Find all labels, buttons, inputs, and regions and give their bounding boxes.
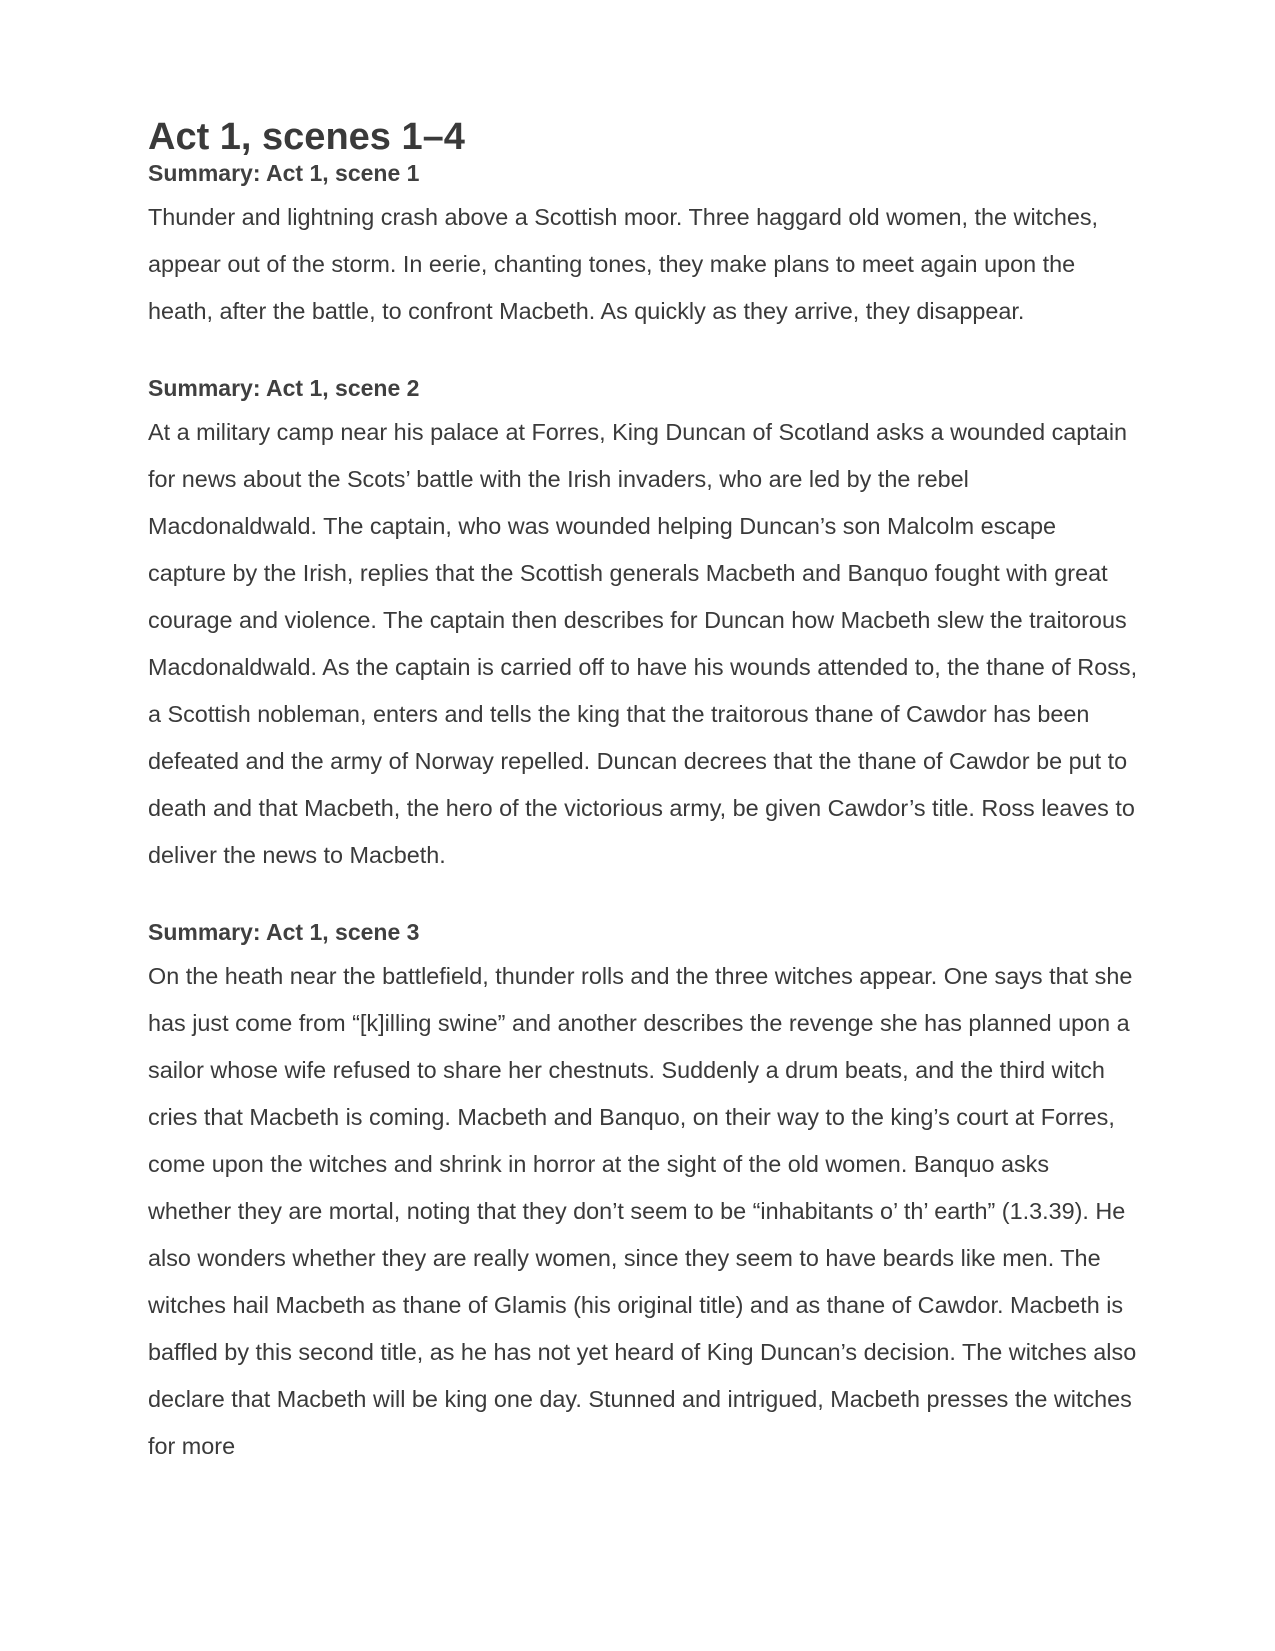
section-heading-scene-3: Summary: Act 1, scene 3 bbox=[148, 919, 420, 945]
section-text-scene-2: At a military camp near his palace at Forres, King Duncan of Scotland asks a wounded captain for news about the Scots’ battle with the Irish invaders, who are led by the rebel Macdonaldwald. The captain, who was wounded helping Duncan’s son Malcolm escape capture by the Irish, replies that the Scottish generals Macbeth and Banquo fought with great courage and violence. The captain then describes for Duncan how Macbeth slew the traitorous Macdonaldwald. As the captain is carried off to have his wounds attended to, the thane of Ross, a Scottish nobleman, enters and tells the king that the traitorous thane of Cawdor has been defeated and the army of Norway repelled. Duncan decrees that the thane of Cawdor be put to death and that Macbeth, the hero of the victorious army, be given Cawdor’s title. Ross leaves to deliver the news to Macbeth. bbox=[148, 419, 1138, 868]
section-text-scene-1: Thunder and lightning crash above a Scottish moor. Three haggard old women, the witches, appear out of the storm. In eerie, chanting tones, they make plans to meet again upon the heath, after the battle, to confront Macbeth. As quickly as they arrive, they disappear. bbox=[148, 204, 1099, 324]
document-content bbox=[148, 116, 1138, 1470]
section-heading-scene-1: Summary: Act 1, scene 1 bbox=[148, 160, 420, 186]
section-text-scene-3: On the heath near the battlefield, thunder rolls and the three witches appear. One says that she has just come from “[k]illing swine” and another describes the revenge she has planned upon a sailor whose wife refused to share her chestnuts. Suddenly a drum beats, and the third witch cries that Macbeth is coming. Macbeth and Banquo, on their way to the king’s court at Forres, come upon the witches and shrink in horror at the sight of the old women. Banquo asks whether they are mortal, noting that they don’t seem to be “inhabitants o’ th’ earth” (1.3.39). He also wonders whether they are really women, since they seem to have beards like men. The witches hail Macbeth as thane of Glamis (his original title) and as thane of Cawdor. Macbeth is baffled by this second title, as he has not yet heard of King Duncan’s decision. The witches also declare that Macbeth will be king one day. Stunned and intrigued, Macbeth presses the witches for more bbox=[148, 963, 1137, 1459]
section-heading-scene-2: Summary: Act 1, scene 2 bbox=[148, 375, 420, 401]
page-title: Act 1, scenes 1–4 bbox=[148, 116, 465, 158]
